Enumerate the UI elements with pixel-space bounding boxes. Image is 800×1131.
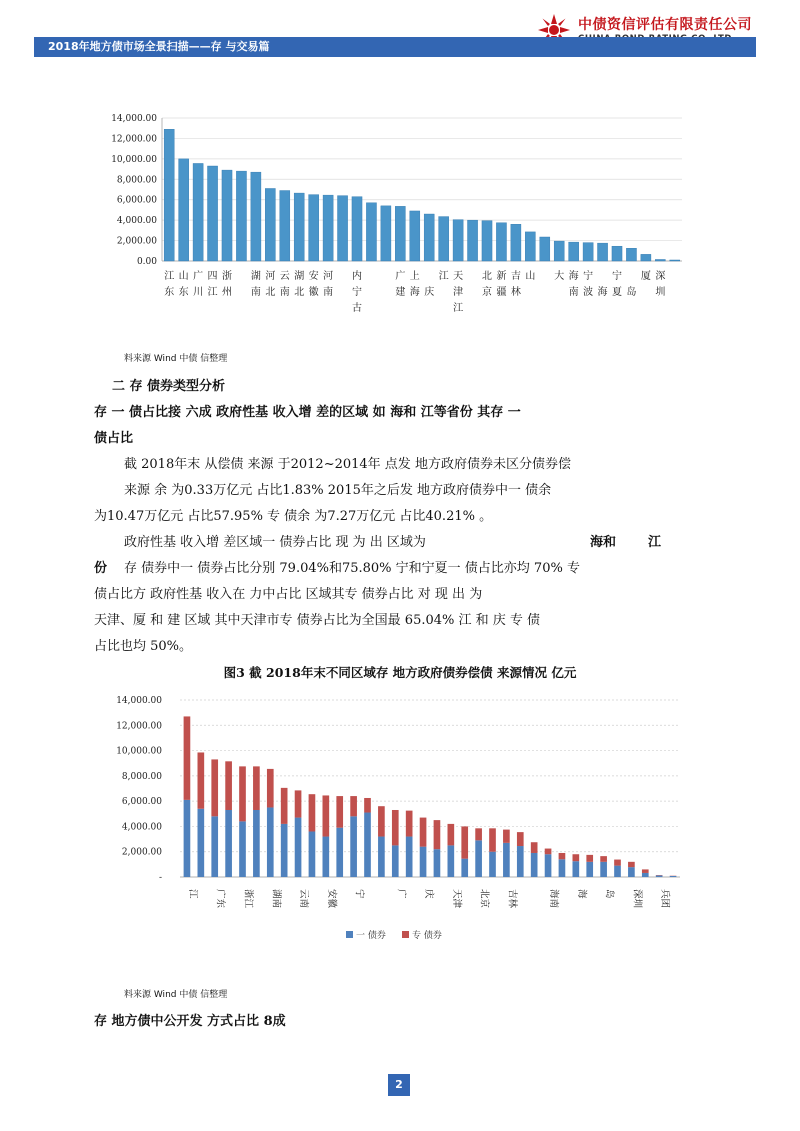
chart2-x-label: 海 [575, 889, 587, 899]
chart2-bar-general [267, 807, 274, 877]
paragraph1-line3: 为10.47万亿元 占比57.95% 专 债余 为7.27万亿元 占比40.21% 。 [94, 509, 493, 524]
chart2-y-tick-label: 10,000.00 [116, 746, 162, 757]
chart2-bar-general [503, 843, 510, 877]
chart2-bar-general [420, 847, 427, 877]
chart2-bar-special [517, 832, 524, 846]
chart2-bar-general [573, 861, 580, 877]
chart1-y-tick-label: 8,000.00 [116, 175, 157, 186]
chart1-x-label: 湖 [250, 271, 261, 282]
chart2-x-label: 湖南 [270, 889, 282, 909]
chart1-x-label: 广 [395, 271, 406, 282]
chart2-bar-general [517, 846, 524, 877]
chart2-bar-general [600, 862, 607, 877]
chart1-source: 料来源 Wind 中债 信整理 [124, 354, 228, 364]
chart2-bar-special [392, 810, 399, 845]
chart1-x-label: 津 [453, 287, 464, 298]
chart1-bar-吉林 [496, 223, 506, 261]
chart2-bar-special [295, 790, 302, 817]
chart1-x-label: 宁 [583, 271, 594, 282]
chart2-x-label: 兵团 [659, 889, 671, 909]
chart2-x-label: 岛 [603, 889, 615, 899]
chart1-bar-河北 [265, 188, 275, 261]
chart2-x-label: 天津 [450, 889, 462, 909]
chart1-bar-北京 [468, 220, 478, 261]
chart1-x-label: 云 [279, 271, 290, 282]
chart1-y-tick-label: 10,000.00 [111, 154, 157, 165]
chart2-bar-general [198, 809, 205, 877]
chart2-y-tick-label: - [158, 873, 162, 883]
chart2-x-label: 江 [186, 889, 198, 899]
chart2-bar-general [628, 867, 635, 877]
chart1-y-tick-label: 2,000.00 [116, 236, 157, 247]
chart2-bar-special [600, 856, 607, 862]
legend-label-special: 专 债券 [412, 931, 442, 941]
chart2-bar-special [378, 806, 385, 836]
chart2-bar-general [378, 837, 385, 877]
chart2-bar-special [350, 796, 357, 816]
company-name-cn: 中债资信评估有限责任公司 [578, 17, 752, 33]
chart1-bar-重庆 [410, 211, 420, 261]
chart2-x-label: 庆 [423, 889, 435, 899]
chart1-x-label: 北 [482, 271, 492, 282]
chart1-x-label: 圳 [655, 287, 666, 298]
chart1-bar-山西 [511, 224, 521, 261]
paragraph2-bold-fen: 份 [94, 561, 108, 576]
chart2-bar-special [628, 862, 635, 867]
chart1-y-tick-label: 4,000.00 [116, 216, 157, 227]
chart2-bar-special [475, 828, 482, 840]
chart1-x-label: 大 [554, 271, 565, 282]
chart1-x-label: 州 [222, 287, 232, 298]
chart2-bar-general [309, 831, 316, 877]
chart2-y-tick-label: 8,000.00 [121, 771, 162, 782]
chart1-bar-内蒙古 [338, 196, 348, 261]
chart1-bar-深圳 [641, 254, 651, 261]
section-subheading-line1: 存 一 债占比接 六成 政府性基 收入增 差的区域 如 海和 江等省份 其存 一 [94, 405, 521, 420]
chart2-bar-special [364, 798, 371, 813]
chart2-bar-special [420, 818, 427, 847]
chart1-bar-江苏 [164, 129, 174, 261]
chart2-bar-general [211, 816, 218, 877]
chart1-bar-安徽 [309, 195, 319, 261]
chart1-bar-新疆 [482, 221, 492, 261]
chart1-x-label: 南 [279, 287, 290, 298]
chart2-x-label: 云南 [298, 889, 310, 909]
chart2-x-label: 北京 [478, 889, 490, 909]
chart1-x-label: 四 [207, 271, 218, 282]
chart1-x-label: 厦 [640, 271, 651, 282]
chart1-bar-天津 [439, 217, 449, 261]
paragraph2-line1: 政府性基 收入增 差区域一 债券占比 现 为 出 区域为 [124, 535, 426, 550]
chart2-x-label: 广 [395, 889, 407, 899]
chart1-bar-兵团 [670, 260, 680, 261]
chart1-x-label: 建 [395, 287, 406, 298]
chart1-x-label: 海 [409, 287, 420, 298]
chart2-bar-special [267, 769, 274, 808]
chart2-bar-special [184, 716, 191, 799]
chart1-x-label: 岛 [626, 287, 637, 298]
chart1-y-tick-label: 6,000.00 [116, 195, 157, 206]
chart1-x-label: 山 [525, 271, 536, 282]
chart2-bar-special [309, 794, 316, 831]
chart2-bar-general [475, 840, 482, 877]
chart1-x-label: 古 [352, 303, 362, 314]
chart2-bar-special [489, 828, 496, 851]
chart1-x-label: 林 [510, 287, 521, 298]
chart1-bar-辽宁 [352, 197, 362, 261]
chart1-x-label: 东 [178, 287, 189, 298]
chart1-bar-青海 [583, 243, 593, 261]
chart2-bar-general [545, 854, 552, 877]
chart2-y-tick-label: 12,000.00 [116, 721, 162, 732]
paragraph2-bold-jiang: 江 [648, 535, 662, 550]
chart2-bar-special [434, 820, 441, 849]
chart2-bar-special [336, 796, 343, 828]
paragraph2-line2: 存 债券中一 债券占比分别 79.04%和75.80% 宁和宁夏一 债占比亦均 70% 专 [124, 561, 580, 576]
chart1-x-label: 波 [583, 287, 594, 298]
chart1-y-tick-label: 12,000.00 [111, 134, 157, 145]
chart1-bar-上海 [395, 206, 405, 261]
chart1-x-label: 湖 [294, 271, 305, 282]
chart1-x-label: 河 [265, 271, 276, 282]
chart1-x-label: 浙 [222, 271, 232, 282]
chart2-bar-general [392, 845, 399, 877]
chart1-bar-福建 [366, 203, 376, 261]
paragraph2-line5: 占比也均 50%。 [94, 639, 193, 654]
chart1-x-label: 上 [409, 271, 420, 282]
chart2-title: 图3 截 2018年末不同区域存 地方政府债券偿债 来源情况 亿元 [223, 665, 577, 680]
chart2-bar-general [642, 873, 649, 877]
chart2-bar-general [323, 837, 330, 877]
chart2-bar-general [350, 816, 357, 877]
chart1-x-label: 新 [496, 271, 507, 282]
chart2-x-label: 浙江 [242, 889, 254, 909]
chart1-bar-江西 [424, 214, 434, 261]
chart2-bar-special [323, 795, 330, 836]
chart2-x-label: 海南 [548, 889, 560, 909]
chart1-bar-宁夏 [598, 243, 608, 261]
chart1-x-label: 南 [568, 287, 579, 298]
chart2-bar-special [586, 855, 593, 862]
chart2-bar-special [642, 869, 649, 873]
chart1-bar-宁波 [569, 242, 579, 261]
paragraph1-line1: 截 2018年末 从偿债 来源 于2012~2014年 点发 地方政府债券未区分债券偿 [124, 457, 571, 472]
chart2-bar-special [531, 842, 538, 853]
chart1-x-label: 北 [294, 287, 305, 298]
chart1-x-label: 江 [207, 287, 218, 298]
chart2-bar-special [573, 854, 580, 861]
chart2-bar-general [586, 862, 593, 877]
chart1-x-label: 徽 [308, 287, 319, 298]
chart2-bar-general [531, 853, 538, 877]
paragraph1-line2: 来源 余 为0.33万亿元 占比1.83% 2015年之后发 地方政府债券中一 债余 [124, 483, 552, 498]
chart2-bar-general [225, 810, 232, 877]
chart2-y-tick-label: 4,000.00 [121, 822, 162, 833]
paragraph2-line4: 天津、厦 和 建 区域 其中天津市专 债券占比为全国最 65.04% 江 和 庆 专 债 [94, 613, 541, 628]
chart2-source: 料来源 Wind 中债 信整理 [124, 990, 228, 1000]
chart1-x-label: 宁 [352, 287, 362, 298]
chart-regional-debt-balance [100, 105, 700, 320]
chart1-bar-湖南 [251, 172, 261, 261]
chart2-y-tick-label: 14,000.00 [116, 696, 162, 706]
chart2-bar-general [281, 824, 288, 877]
chart2-bar-special [559, 853, 566, 859]
chart2-x-label: 安徽 [325, 889, 337, 909]
chart1-bar-大连 [540, 237, 550, 261]
chart1-x-label: 庆 [424, 287, 435, 298]
chart2-bar-general [559, 859, 566, 877]
chart1-x-label: 宁 [612, 271, 622, 282]
chart2-bar-general [656, 875, 663, 877]
legend-swatch-special [402, 931, 409, 938]
chart1-x-label: 天 [453, 271, 464, 282]
report-title: 2018年地方债市场全景扫描——存 与交易篇 [48, 40, 270, 53]
chart2-x-label: 广东 [214, 889, 226, 909]
chart1-x-label: 江 [164, 271, 175, 282]
chart1-x-label: 南 [323, 287, 334, 298]
chart2-y-tick-label: 6,000.00 [121, 797, 162, 808]
chart2-bar-general [448, 845, 455, 877]
chart1-x-label: 江 [438, 271, 449, 282]
chart2-bar-general [614, 866, 621, 877]
chart1-y-tick-label: 0.00 [136, 257, 157, 267]
legend-swatch-general [346, 931, 353, 938]
chart1-bar-山东 [179, 159, 189, 261]
chart2-bar-special [614, 860, 621, 866]
chart1-bar-海南 [554, 241, 564, 261]
chart2-bar-general [364, 813, 371, 877]
paragraph2-line3: 债占比方 政府性基 收入在 力中占比 区域其专 债券占比 对 现 出 为 [94, 587, 483, 602]
chart2-x-label: 宁 [353, 889, 365, 899]
chart1-bar-河南 [323, 195, 333, 261]
chart2-bar-special [406, 811, 413, 837]
chart1-x-label: 吉 [510, 271, 521, 282]
chart2-bar-general [461, 859, 468, 877]
chart1-x-label: 北 [265, 287, 276, 298]
chart1-x-label: 安 [308, 271, 319, 282]
chart1-x-label: 山 [178, 271, 189, 282]
chart2-y-tick-label: 2,000.00 [121, 847, 162, 858]
chart2-bar-special [281, 788, 288, 824]
chart1-y-tick-label: 14,000.00 [111, 114, 157, 124]
chart1-x-label: 海 [568, 271, 579, 282]
chart-regional-debt-by-type [100, 690, 700, 955]
chart2-bar-general [239, 821, 246, 877]
chart2-x-label: 吉林 [506, 889, 518, 909]
chart1-x-label: 海 [597, 287, 608, 298]
chart1-bar-广西 [381, 206, 391, 261]
chart1-x-label: 川 [193, 287, 204, 298]
chart1-bar-广东 [193, 163, 203, 261]
chart1-bar-浙江 [222, 170, 232, 261]
chart2-x-label: 深圳 [631, 889, 643, 909]
chart2-bar-special [198, 752, 205, 808]
chart1-bar-厦门 [626, 248, 636, 261]
chart1-bar-湖北 [294, 193, 304, 261]
chart2-bar-general [336, 828, 343, 877]
chart2-bar-general [184, 800, 191, 877]
chart2-bar-special [448, 824, 455, 845]
chart2-bar-general [253, 810, 260, 877]
chart2-bar-special [211, 759, 218, 816]
chart2-bar-special [461, 826, 468, 858]
chart1-bar-四川 [208, 166, 218, 261]
chart1-x-label: 京 [482, 287, 492, 298]
paragraph2-bold-hainan: 海和 [590, 535, 617, 550]
chart1-x-label: 河 [323, 271, 334, 282]
chart1-bar-黑龙江 [525, 232, 535, 261]
section-heading: 二 存 债券类型分析 [112, 379, 226, 394]
section-heading-public-issuance: 存 地方债中公开发 方式占比 8成 [94, 1014, 286, 1029]
chart1-x-label: 疆 [496, 287, 507, 298]
chart2-bar-general [434, 849, 441, 877]
chart1-bar-云南 [280, 191, 290, 261]
chart2-bar-special [239, 766, 246, 821]
chart2-bar-general [670, 876, 677, 877]
chart1-x-label: 深 [655, 271, 666, 282]
chart1-x-label: 广 [193, 271, 204, 282]
chart1-bar-陕西 [453, 220, 463, 261]
chart1-x-label: 东 [164, 287, 175, 298]
chart2-bar-general [406, 837, 413, 877]
chart1-x-label: 夏 [612, 287, 622, 298]
page-number: 2 [395, 1078, 403, 1091]
chart1-bar-贵州 [236, 171, 246, 261]
chart1-x-label: 内 [352, 271, 362, 282]
chart1-x-label: 江 [453, 303, 464, 314]
chart1-x-label: 南 [250, 287, 261, 298]
section-subheading-line2: 债占比 [94, 431, 134, 446]
chart2-bar-general [295, 818, 302, 877]
legend-label-general: 一 债券 [356, 931, 386, 941]
chart2-bar-special [225, 761, 232, 810]
chart2-bar-special [545, 849, 552, 855]
chart2-bar-general [489, 852, 496, 877]
chart1-bar-西藏 [655, 259, 665, 261]
chart1-bar-青岛 [612, 246, 622, 261]
chart2-bar-special [253, 766, 260, 810]
chart2-bar-special [503, 830, 510, 843]
